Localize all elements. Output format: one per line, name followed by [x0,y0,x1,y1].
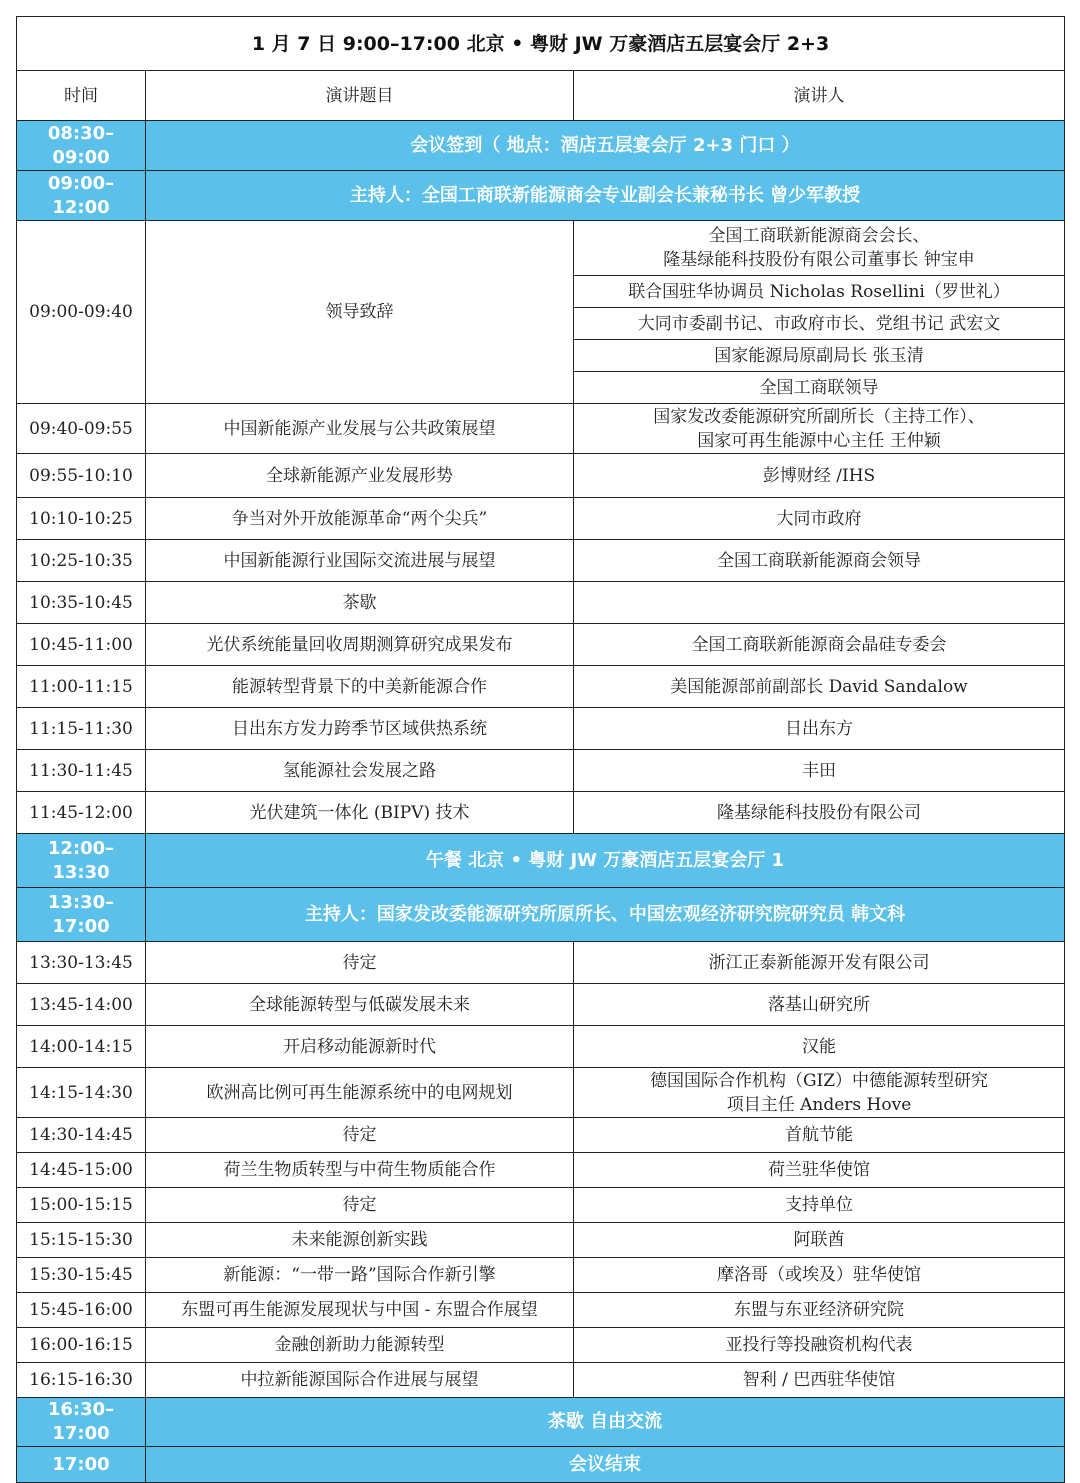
tea-break-row [17,1398,1065,1447]
speaker-line: 德国国际合作机构（GIZ）中德能源转型研究 [649,1070,989,1091]
session-topic: 中国新能源行业国际交流进展与展望 [146,540,574,582]
session-speaker [574,792,1065,834]
session-row [17,1118,1065,1153]
session-time: 14:30-14:45 [17,1118,146,1153]
morning-host-row [17,171,1065,221]
end-time: 17:00 [17,1447,146,1483]
speaker-line: 国家可再生能源中心主任 王仲颖 [697,430,941,451]
session-topic: 争当对外开放能源革命“两个尖兵” [146,498,574,540]
opening-topic: 领导致辞 [146,221,574,404]
session-row [17,454,1065,498]
speaker-line: 日出东方 [785,718,853,739]
session-speaker [574,1118,1065,1153]
session-speaker [574,1188,1065,1223]
session-speaker [574,1153,1065,1188]
session-row [17,498,1065,540]
session-time: 15:15-15:30 [17,1223,146,1258]
end-row [17,1447,1065,1483]
session-speaker [574,1026,1065,1068]
session-topic: 待定 [146,1118,574,1153]
session-time: 11:00-11:15 [17,666,146,708]
session-time: 14:00-14:15 [17,1026,146,1068]
session-speaker [574,708,1065,750]
speaker-line: 东盟与东亚经济研究院 [734,1300,904,1320]
session-speaker [574,1363,1065,1398]
session-row [17,750,1065,792]
session-time: 15:30-15:45 [17,1258,146,1293]
session-time: 11:30-11:45 [17,750,146,792]
session-topic: 氢能源社会发展之路 [146,750,574,792]
speaker-line: 落基山研究所 [768,994,870,1015]
session-topic: 欧洲高比例可再生能源系统中的电网规划 [146,1068,574,1118]
session-time: 16:00-16:15 [17,1328,146,1363]
afternoon-host-row [17,888,1065,942]
opening-speaker-cell: 全国工商联领导 [574,372,1065,404]
column-header-row [17,71,1065,121]
session-topic: 茶歇 [146,582,574,624]
column-header-speaker: 演讲人 [574,71,1065,121]
session-time: 14:45-15:00 [17,1153,146,1188]
column-header-time: 时间 [17,71,146,121]
morning-host-time: 09:00–12:00 [17,171,146,221]
session-topic: 东盟可再生能源发展现状与中国 - 东盟合作展望 [146,1293,574,1328]
session-time: 09:55-10:10 [17,454,146,498]
session-topic: 新能源：“一带一路”国际合作新引擎 [146,1258,574,1293]
opening-speaker-cell: 联合国驻华协调员 Nicholas Rosellini（罗世礼） [574,276,1065,308]
session-row [17,942,1065,984]
session-row [17,792,1065,834]
afternoon-host-text: 主持人：国家发改委能源研究所原所长、中国宏观经济研究院研究员 韩文科 [146,888,1065,942]
checkin-text: 会议签到（ 地点：酒店五层宴会厅 2+3 门口 ） [146,121,1065,171]
morning-host-text: 主持人：全国工商联新能源商会专业副会长兼秘书长 曾少军教授 [146,171,1065,221]
session-topic: 中拉新能源国际合作进展与展望 [146,1363,574,1398]
speaker-line: 智利 / 巴西驻华使馆 [742,1370,896,1390]
session-topic: 待定 [146,1188,574,1223]
speaker-line: 汉能 [802,1036,836,1057]
session-speaker [574,1258,1065,1293]
session-time: 16:15-16:30 [17,1363,146,1398]
session-row [17,984,1065,1026]
speaker-line: 荷兰驻华使馆 [768,1160,870,1180]
lunch-row [17,834,1065,888]
session-time: 10:45-11:00 [17,624,146,666]
session-topic: 日出东方发力跨季节区域供热系统 [146,708,574,750]
session-time: 14:15-14:30 [17,1068,146,1118]
session-time: 13:45-14:00 [17,984,146,1026]
session-topic: 荷兰生物质转型与中荷生物质能合作 [146,1153,574,1188]
session-speaker [574,404,1065,454]
session-row [17,1258,1065,1293]
session-time: 10:10-10:25 [17,498,146,540]
session-row [17,540,1065,582]
speaker-line: 国家发改委能源研究所副所长（主持工作）、 [653,406,985,427]
session-row [17,582,1065,624]
speaker-line: 支持单位 [785,1195,853,1215]
session-speaker [574,666,1065,708]
agenda-title: 1 月 7 日 9:00–17:00 北京 • 粤财 JW 万豪酒店五层宴会厅 2+3 [17,17,1065,71]
session-speaker [574,984,1065,1026]
session-speaker [574,1328,1065,1363]
speaker-line: 浙江正泰新能源开发有限公司 [708,952,930,973]
session-time: 09:40-09:55 [17,404,146,454]
end-text: 会议结束 [146,1447,1065,1483]
session-speaker [574,498,1065,540]
session-topic: 待定 [146,942,574,984]
session-speaker [574,1293,1065,1328]
speaker-line: 全国工商联新能源商会晶硅专委会 [691,634,947,655]
agenda-header-row [17,17,1065,71]
session-speaker [574,1223,1065,1258]
lunch-text: 午餐 北京 • 粤财 JW 万豪酒店五层宴会厅 1 [146,834,1065,888]
opening-speaker-cell: 国家能源局原副局长 张玉清 [574,340,1065,372]
opening-speaker-line: 全国工商联新能源商会会长、 [708,226,930,246]
session-topic: 开启移动能源新时代 [146,1026,574,1068]
session-row [17,1188,1065,1223]
speaker-line: 彭博财经 /IHS [762,465,876,486]
session-row [17,1068,1065,1118]
session-time: 15:45-16:00 [17,1293,146,1328]
speaker-line: 摩洛哥（或埃及）驻华使馆 [717,1265,921,1285]
session-speaker [574,1068,1065,1118]
session-row [17,1363,1065,1398]
session-topic: 全球能源转型与低碳发展未来 [146,984,574,1026]
session-topic: 金融创新助力能源转型 [146,1328,574,1363]
session-time: 13:30-13:45 [17,942,146,984]
opening-time: 09:00-09:40 [17,221,146,404]
session-speaker [574,942,1065,984]
session-time: 15:00-15:15 [17,1188,146,1223]
session-topic: 未来能源创新实践 [146,1223,574,1258]
speaker-line: 全国工商联新能源商会领导 [717,550,921,571]
session-row [17,1293,1065,1328]
session-row [17,1153,1065,1188]
speaker-line: 项目主任 Anders Hove [726,1094,912,1115]
session-row [17,1026,1065,1068]
session-row [17,666,1065,708]
opening-speaker-cell [574,221,1065,276]
lunch-time: 12:00–13:30 [17,834,146,888]
speaker-line: 丰田 [802,760,836,781]
session-speaker [574,624,1065,666]
agenda-table [16,16,1065,1483]
checkin-row [17,121,1065,171]
session-row [17,624,1065,666]
tea-break-time: 16:30–17:00 [17,1398,146,1447]
session-row [17,1328,1065,1363]
session-row [17,1223,1065,1258]
session-topic: 中国新能源产业发展与公共政策展望 [146,404,574,454]
speaker-line: 美国能源部前副部长 David Sandalow [670,676,968,697]
tea-break-text: 茶歇 自由交流 [146,1398,1065,1447]
speaker-line: 大同市政府 [776,508,862,529]
session-speaker [574,582,1065,624]
session-row [17,708,1065,750]
session-speaker [574,454,1065,498]
opening-speaker-cell: 大同市委副书记、市政府市长、党组书记 武宏文 [574,308,1065,340]
session-topic: 光伏建筑一体化 (BIPV) 技术 [146,792,574,834]
opening-row [17,221,1065,276]
session-topic: 全球新能源产业发展形势 [146,454,574,498]
speaker-line: 阿联酋 [793,1230,845,1250]
session-topic: 光伏系统能量回收周期测算研究成果发布 [146,624,574,666]
session-time: 10:35-10:45 [17,582,146,624]
checkin-time: 08:30–09:00 [17,121,146,171]
session-time: 10:25-10:35 [17,540,146,582]
session-time: 11:15-11:30 [17,708,146,750]
session-topic: 能源转型背景下的中美新能源合作 [146,666,574,708]
speaker-line: 隆基绿能科技股份有限公司 [717,802,921,823]
speaker-line: 首航节能 [785,1125,853,1145]
session-time: 11:45-12:00 [17,792,146,834]
speaker-line: 亚投行等投融资机构代表 [725,1335,913,1355]
session-speaker [574,750,1065,792]
afternoon-host-time: 13:30–17:00 [17,888,146,942]
opening-speaker-line: 隆基绿能科技股份有限公司董事长 钟宝申 [663,250,975,270]
session-speaker [574,540,1065,582]
session-row [17,404,1065,454]
column-header-topic: 演讲题目 [146,71,574,121]
